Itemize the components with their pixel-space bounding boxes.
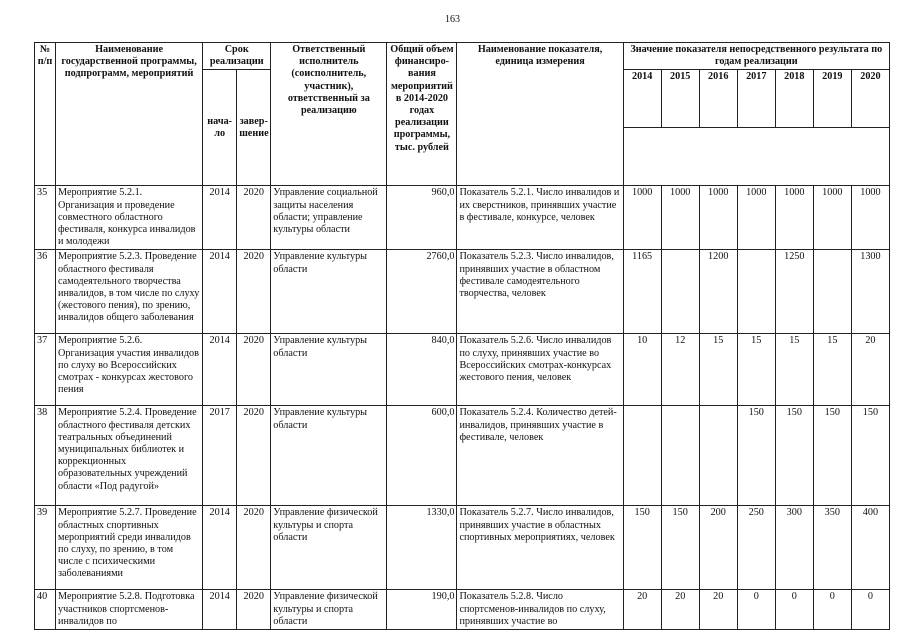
row-value: 0 [775,590,813,630]
table-row [35,334,890,406]
header-responsible: Ответственный исполнитель (соисполнитель, участник), ответственный за реализацию [271,43,387,186]
row-value: 12 [661,334,699,406]
table-row [35,186,890,250]
row-funding: 2760,0 [387,250,457,334]
row-value: 1250 [775,250,813,334]
header-year: 2016 [699,70,737,128]
row-funding: 840,0 [387,334,457,406]
row-value [623,406,661,506]
row-value: 20 [661,590,699,630]
row-value: 0 [851,590,889,630]
header-year: 2018 [775,70,813,128]
row-start: 2014 [203,590,237,630]
row-num: 37 [35,334,56,406]
row-value: 150 [623,506,661,590]
row-value [661,250,699,334]
row-value: 400 [851,506,889,590]
header-start: нача-ло [203,70,237,186]
row-start: 2014 [203,250,237,334]
row-indicator: Показатель 5.2.7. Число инвалидов, принявших участие в областных спортивных мероприятиях, человек [457,506,623,590]
row-value: 20 [851,334,889,406]
header-year: 2017 [737,70,775,128]
row-name: Мероприятие 5.2.6. Организация участия инвалидов по слуху во Всероссийских смотрах - конкурсах жестового пения [56,334,203,406]
row-num: 35 [35,186,56,250]
row-value: 1000 [699,186,737,250]
row-value: 1000 [661,186,699,250]
header-num: № п/п [35,43,56,186]
header-year: 2014 [623,70,661,128]
header-year: 2015 [661,70,699,128]
row-end: 2020 [237,186,271,250]
row-responsible: Управление культуры области [271,250,387,334]
row-value: 150 [661,506,699,590]
table-row [35,406,890,506]
row-indicator: Показатель 5.2.1. Число инвалидов и их сверстников, принявших участие в фестивале, конкурсе, человек [457,186,623,250]
row-indicator: Показатель 5.2.4. Количество детей-инвалидов, принявших участие в фестивале, человек [457,406,623,506]
row-value: 1000 [623,186,661,250]
row-value: 150 [775,406,813,506]
row-value [737,250,775,334]
row-value: 1165 [623,250,661,334]
row-indicator: Показатель 5.2.3. Число инвалидов, принявших участие в областном фестивале самодеятельного творчества, человек [457,250,623,334]
row-value: 15 [699,334,737,406]
row-value: 300 [775,506,813,590]
row-num: 36 [35,250,56,334]
row-responsible: Управление физической культуры и спорта области [271,590,387,630]
row-responsible: Управление культуры области [271,334,387,406]
row-indicator: Показатель 5.2.8. Число спортсменов-инвалидов по слуху, принявших участие во [457,590,623,630]
row-num: 38 [35,406,56,506]
row-funding: 190,0 [387,590,457,630]
row-value: 15 [775,334,813,406]
row-value: 15 [737,334,775,406]
page-number: 163 [445,14,460,25]
row-num: 40 [35,590,56,630]
header-values: Значение показателя непосредственного результата по годам реализации [623,43,889,70]
header-period: Срок реализации [203,43,271,70]
row-num: 39 [35,506,56,590]
header-year: 2019 [813,70,851,128]
row-start: 2014 [203,186,237,250]
row-name: Мероприятие 5.2.8. Подготовка участников спортсменов-инвалидов по [56,590,203,630]
row-value: 15 [813,334,851,406]
row-indicator: Показатель 5.2.6. Число инвалидов по слуху, принявших участие во Всероссийских смотрах-конкурсах жестового пения, человек [457,334,623,406]
row-value: 1000 [775,186,813,250]
row-responsible: Управление культуры области [271,406,387,506]
row-value: 10 [623,334,661,406]
row-name: Мероприятие 5.2.7. Проведение областных спортивных мероприятий среди инвалидов по слуху, по зрению, в том числе с психическими заболеваниями [56,506,203,590]
row-value: 0 [813,590,851,630]
row-funding: 960,0 [387,186,457,250]
row-responsible: Управление физической культуры и спорта области [271,506,387,590]
row-value: 1000 [737,186,775,250]
header-funding: Общий объем финансиро-вания мероприятий в 2014-2020 годах реализации программы, тыс. рублей [387,43,457,186]
row-value: 150 [851,406,889,506]
row-value [699,406,737,506]
table-row [35,250,890,334]
table-row [35,590,890,630]
row-name: Мероприятие 5.2.3. Проведение областного фестиваля самодеятельного творчества инвалидов, в том числе по слуху (жестового пения), по зрению, инвалидов общего заболевания [56,250,203,334]
row-value: 1300 [851,250,889,334]
row-end: 2020 [237,590,271,630]
row-end: 2020 [237,506,271,590]
row-value: 1000 [813,186,851,250]
row-value: 150 [737,406,775,506]
row-responsible: Управление социальной защиты населения области; управление культуры области [271,186,387,250]
row-value: 20 [699,590,737,630]
row-value: 200 [699,506,737,590]
row-name: Мероприятие 5.2.1. Организация и проведение совместного областного фестиваля, конкурса инвалидов и молодежи [56,186,203,250]
row-start: 2014 [203,506,237,590]
row-funding: 1330,0 [387,506,457,590]
table-row [35,506,890,590]
row-name: Мероприятие 5.2.4. Проведение областного фестиваля детских театральных объединений муниципальных библиотек и коррекционных образовательных учреждений области «Под радугой» [56,406,203,506]
row-value: 350 [813,506,851,590]
header-year: 2020 [851,70,889,128]
header-indicator: Наименование показателя, единица измерения [457,43,623,186]
header-end: завер-шение [237,70,271,186]
row-value [813,250,851,334]
row-value: 1000 [851,186,889,250]
row-value: 150 [813,406,851,506]
program-table [34,42,890,630]
row-value: 20 [623,590,661,630]
row-funding: 600,0 [387,406,457,506]
header-name: Наименование государственной программы, подпрограмм, мероприятий [56,43,203,186]
row-end: 2020 [237,406,271,506]
row-end: 2020 [237,250,271,334]
row-value [661,406,699,506]
row-end: 2020 [237,334,271,406]
row-value: 0 [737,590,775,630]
row-start: 2017 [203,406,237,506]
row-start: 2014 [203,334,237,406]
row-value: 250 [737,506,775,590]
row-value: 1200 [699,250,737,334]
